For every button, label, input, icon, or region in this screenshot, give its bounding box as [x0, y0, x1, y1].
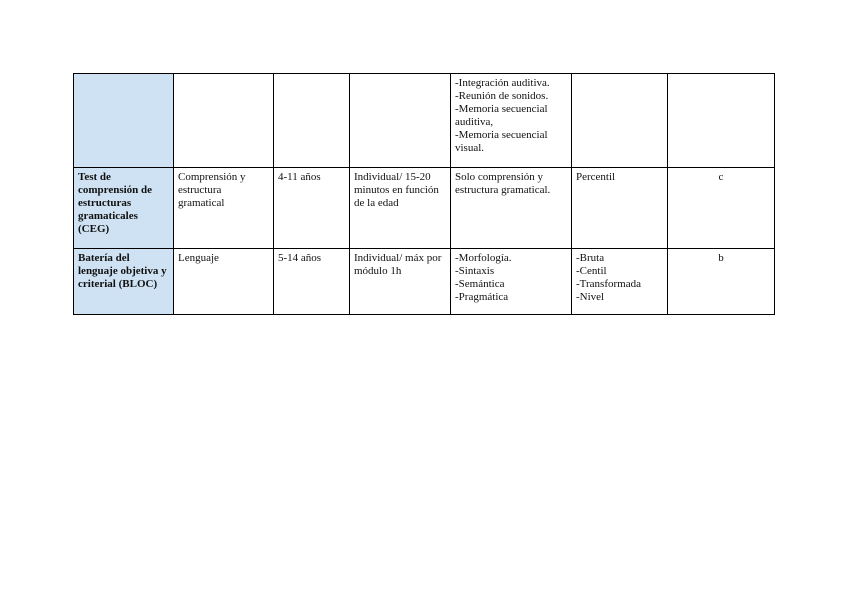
level-cell: b	[668, 249, 775, 315]
scores-cell: -Bruta -Centil -Transformada -Nivel	[572, 249, 668, 315]
level-cell: c	[668, 168, 775, 249]
age-cell: 4-11 años	[274, 168, 350, 249]
table-row	[74, 74, 775, 168]
content-cell: -Morfología. -Sintaxis -Semántica -Pragmática	[451, 249, 572, 315]
test-comparison-table	[73, 73, 775, 315]
application-cell	[350, 74, 451, 168]
table-row	[74, 168, 775, 249]
age-cell: 5-14 años	[274, 249, 350, 315]
test-name-cell: Batería del lenguaje objetiva y criterial (BLOC)	[74, 249, 174, 315]
content-cell: -Integración auditiva. -Reunión de sonidos. -Memoria secuencial auditiva, -Memoria secuencial visual.	[451, 74, 572, 168]
table-row	[74, 249, 775, 315]
test-name-cell: Test de comprensión de estructuras gramaticales (CEG)	[74, 168, 174, 249]
application-cell: Individual/ máx por módulo 1h	[350, 249, 451, 315]
test-name-cell	[74, 74, 174, 168]
age-cell	[274, 74, 350, 168]
content-cell: Solo comprensión y estructura gramatical.	[451, 168, 572, 249]
area-cell	[174, 74, 274, 168]
scores-cell	[572, 74, 668, 168]
application-cell: Individual/ 15-20 minutos en función de la edad	[350, 168, 451, 249]
area-cell: Lenguaje	[174, 249, 274, 315]
level-cell	[668, 74, 775, 168]
scores-cell: Percentil	[572, 168, 668, 249]
area-cell: Comprensión y estructura gramatical	[174, 168, 274, 249]
